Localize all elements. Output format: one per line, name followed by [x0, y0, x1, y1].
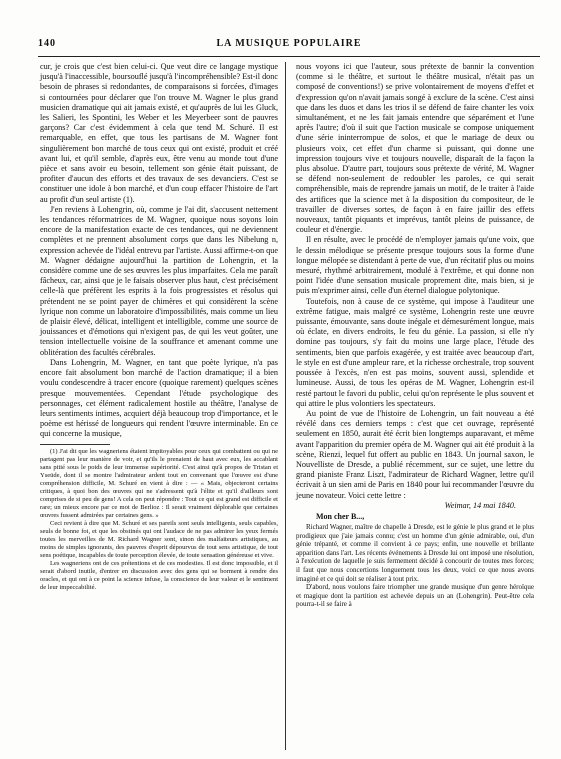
letter-dateline: Weimar, 14 mai 1840.: [444, 500, 516, 510]
page-header: [38, 36, 540, 52]
page-number: 140: [38, 38, 56, 49]
footnote-rule: [40, 444, 110, 445]
paragraph: Il en résulte, avec le procédé de n'employer jamais qu'une voix, que le dessin mélodique se présente presque toujours sous la forme d'une longue mélopée se distendant à perte de vue, d'un récitatif plus ou moins mesuré, rhythmé arbitrairement, modulé à l'extrême, et qui donne non point l'idée d'une sensation musicale proprement dite, mais bien, si je puis m'exprimer ainsi, celle d'un éternel dialogue polytonique.: [296, 235, 534, 296]
right-column: [296, 62, 534, 609]
paragraph: Au point de vue de l'histoire de Lohengrin, un fait nouveau a été révélé dans ces derniers temps : c'est que cet ouvrage, représenté seulement en 1850, aurait été écrit bien longtemps auparavant, et même avant l'apparition du premier opéra de M. Wagner qui ait été produit à la scène, Rienzi, lequel fut offert au public en 1843. Un journal saxon, le Nouvelliste de Dresde, a publié récemment, sur ce sujet, une lettre du grand pianiste Franz Liszt, l'admirateur de Richard Wagner, lettre qu'il écrivait à un sien ami de Paris en 1840 pour lui recommander l'œuvre du jeune novateur. Voici cette lettre :: [296, 408, 534, 500]
paragraph: Dans Lohengrin, M. Wagner, en tant que poète lyrique, n'a pas encore fait absolument bon marché de l'action dramatique; il a bien voulu condescendre à tracer encore (quoique rarement) quelques scènes presque mouvementées. Cependant l'étude psychologique des personnages, cet élément radicalement hostile au théâtre, l'analyse de leurs sentiments intimes, acquiert déjà beaucoup trop d'importance, et le poème est hérissé de longueurs qui rendent l'œuvre interminable. En ce qui concerne la musique,: [40, 357, 278, 439]
paragraph: Toutefois, non à cause de ce système, qui impose à l'auditeur une extrême fatigue, mais malgré ce système, Lohengrin reste une œuvre puissante, émouvante, sans doute inégale et démesurément longue, mais où éclate, en divers endroits, le feu du génie. La passion, si elle n'y domine pas toujours, s'y fait du moins une large place, l'étude des sentiments, bien que parfois exagérée, y est traitée avec beaucoup d'art, le style en est d'une ampleur rare, et la richesse orchestrale, trop souvent poussée à l'excès, n'en est pas moins, souvent aussi, splendide et lumineuse. Aussi, de tous les opéras de M. Wagner, Lohengrin est-il resté partout le favori du public, celui qu'on représente le plus souvent et qui attire le plus volontiers les spectateurs.: [296, 296, 534, 408]
letter-paragraph: Richard Wagner, maître de chapelle à Dresde, est le génie le plus grand et le plus prodigieux que j'aie jamais connu; c'est un homme d'un génie admirable, oui, d'un génie trépanté, et comme il convient à ce pays; enfin, une nouvelle et brillante apparition dans l'art. Les récents événements à Dresde lui ont imposé une résolution, à l'exécution de laquelle je suis fermement décidé à concourir de toutes mes forces; il faut que nous concertions longuement tous les deux, voici ce que nous avons imaginé et ce qui doit se réaliser à tout prix.: [296, 522, 534, 583]
journal-title: LA MUSIQUE POPULAIRE: [216, 38, 362, 49]
left-column: [40, 62, 278, 592]
paragraph: J'en reviens à Lohengrin, où, comme je l'ai dit, s'accusent nettement les tendances réformatrices de M. Wagner, quoique nous soyons loin encore de la manifestation exacte de ces tendances, qui ne deviennent complètes et ne prennent absolument corps que dans les Nibelung n, expression achevée de l'idéal entrevu par l'artiste. Aussi affirme-t-on que M. Wagner dédaigne aujourd'hui la partition de Lohengrin, et la considère comme une de ses œuvres les plus imparfaites. Cela me paraît fâcheux, car, ainsi que je le faisais observer plus haut, c'est précisément celle-là que préfèrent les esprits à la fois progressistes et résolus qui prétendent ne se point payer de chimères et qui considèrent la scène lyrique non comme un laboratoire d'impossibilités, mais comme un lieu de plaisir élevé, délicat, intelligent et intelligible, comme une source de jouissances et d'émotions qui n'exigent pas, de qui les veut goûter, une tension intellectuelle voisine de la souffrance et amenant comme une oblitération des facultés cérébrales.: [40, 204, 278, 357]
footnotes: [40, 448, 278, 592]
footnote: Les wagneriens ont de ces prétentions et de ces modesties. Il est donc impossible, et il serait d'abord inutile, d'entrer en discussion avec des gens qui se borment à rendre des oracles, et qui ont à ce point la science infuse, la conscience de leur valeur et le sentiment de leur impeccabilité.: [40, 559, 278, 591]
column-separator: [285, 62, 286, 750]
paragraph: cur, je crois que c'est bien celui-ci. Que veut dire ce langage mystique jusqu'à l'inaccessible, boursouflé jusqu'à l'incompréhensible? Est-il donc besoin de phrases si redondantes, de comparaisons si forcées, d'images si contournées pour déclarer que l'on trouve M. Wagner le plus grand musicien dramatique qui ait jamais existé, et qu'auprès de lui les Gluck, les Salieri, les Spontini, les Weber et les Meyerbeer sont de pauvres garçons? Car c'est évidemment à cela que tend M. Schuré. Il est remarquable, en effet, que tous les partisans de M. Wagner font singulièrement bon marché de tous ceux qui ont existé, produit et créé avant lui, et qu'il semble, d'après eux, être venu au monde tout d'une pièce et sans avoir eu besoin, tellement son génie était puissant, de profiter d'aucun des efforts et des travaux de ses devanciers. C'est se constituer une idole à bon marché, et d'un coup effacer l'histoire de l'art au profit d'un seul artiste (1).: [40, 62, 278, 204]
footnote: (1) J'ai dit que les wagneriens étaient impitoyables pour ceux qui combattent ou qui ne partagent pas leur manière de voir, et qu'ils le prenaient de haut avec eux, les accablant sans pitié sous le poids de leur immense supériorité. C'est ainsi qu'à propos de Tristan et Yseüde, dont il se montre l'admirateur ardent tout en convenant que l'œuvre est d'une compréhension difficile, M. Schuré en vient à dire : — « Mais, objecteront certains critiques, à quoi bon des œuvres qui ne s'adressent qu'à l'élite et qu'il d'ailleurs sont comprises de si peu de gens! A cela on peut répondre : Tout ce qui est grand est difficile et rare; un mieux encore par ce mot de Berlioz : Il serait vraiment déplorable que certaines œuvres fussent admirées par certaines gens. »: [40, 447, 278, 519]
letter-paragraph: D'abord, nous voulons faire triompher une grande musique d'un genre héroïque et magique dont la partition est achevée depuis un an (Lohengrin). Peut-être cela pourra-t-il se faire à: [296, 583, 534, 609]
paragraph: nous voyons ici que l'auteur, sous prétexte de bannir la convention (comme si le théâtre, et surtout le théâtre musical, n'était pas un composé de conventions!) se prive volontairement de moyens d'effet et d'expression qu'on n'avait jamais songé à exclure de la scène. C'est ainsi que dans les duos et dans les trios il se défend de faire chanter les voix simultanément, et ne les fait jamais entendre que séparément et l'une après l'autre; d'où il suit que l'action musicale se compose uniquement d'une série ininterrompue de solos, et que le mariage de deux ou plusieurs voix, cet effet d'un charme si puissant, qui donne une impression toujours vive et toujours nouvelle, disparaît de la façon la plus absolue. D'autre part, toujours sous prétexte de vérité, M. Wagner se défend non-seulement de redoubler les paroles, ce qui serait compréhensible, mais de reprendre jamais un motif, de le traiter à l'aide des artifices que la science met à la disposition du compositeur, de le travailler de diverses sortes, de façon à en faire jaillir des effets nouveaux, tantôt piquants et imprévus, tantôt pleins de puissance, de couleur et d'énergie.: [296, 62, 534, 235]
header-rule: [38, 56, 540, 57]
footnote: Ceci revient à dire que M. Schuré et ses pareils sont seuls intelligents, seuls capables, seuls de bonne foi, et que les obstinés qui ont l'audace de ne pas admirer les yeux fermés toutes les merveilles de M. Richard Wagner sont, sinon des malfaiteurs artistiques, au moins de simples ignorants, des pauvres d'esprit dépourvus de tout sens artistique, de tout sens poétique, incapables de toute perception élevée, de toute sensation généreuse et vive.: [40, 519, 278, 559]
letter-body: [296, 523, 534, 609]
letter-salutation: Mon cher B...,: [316, 511, 365, 521]
